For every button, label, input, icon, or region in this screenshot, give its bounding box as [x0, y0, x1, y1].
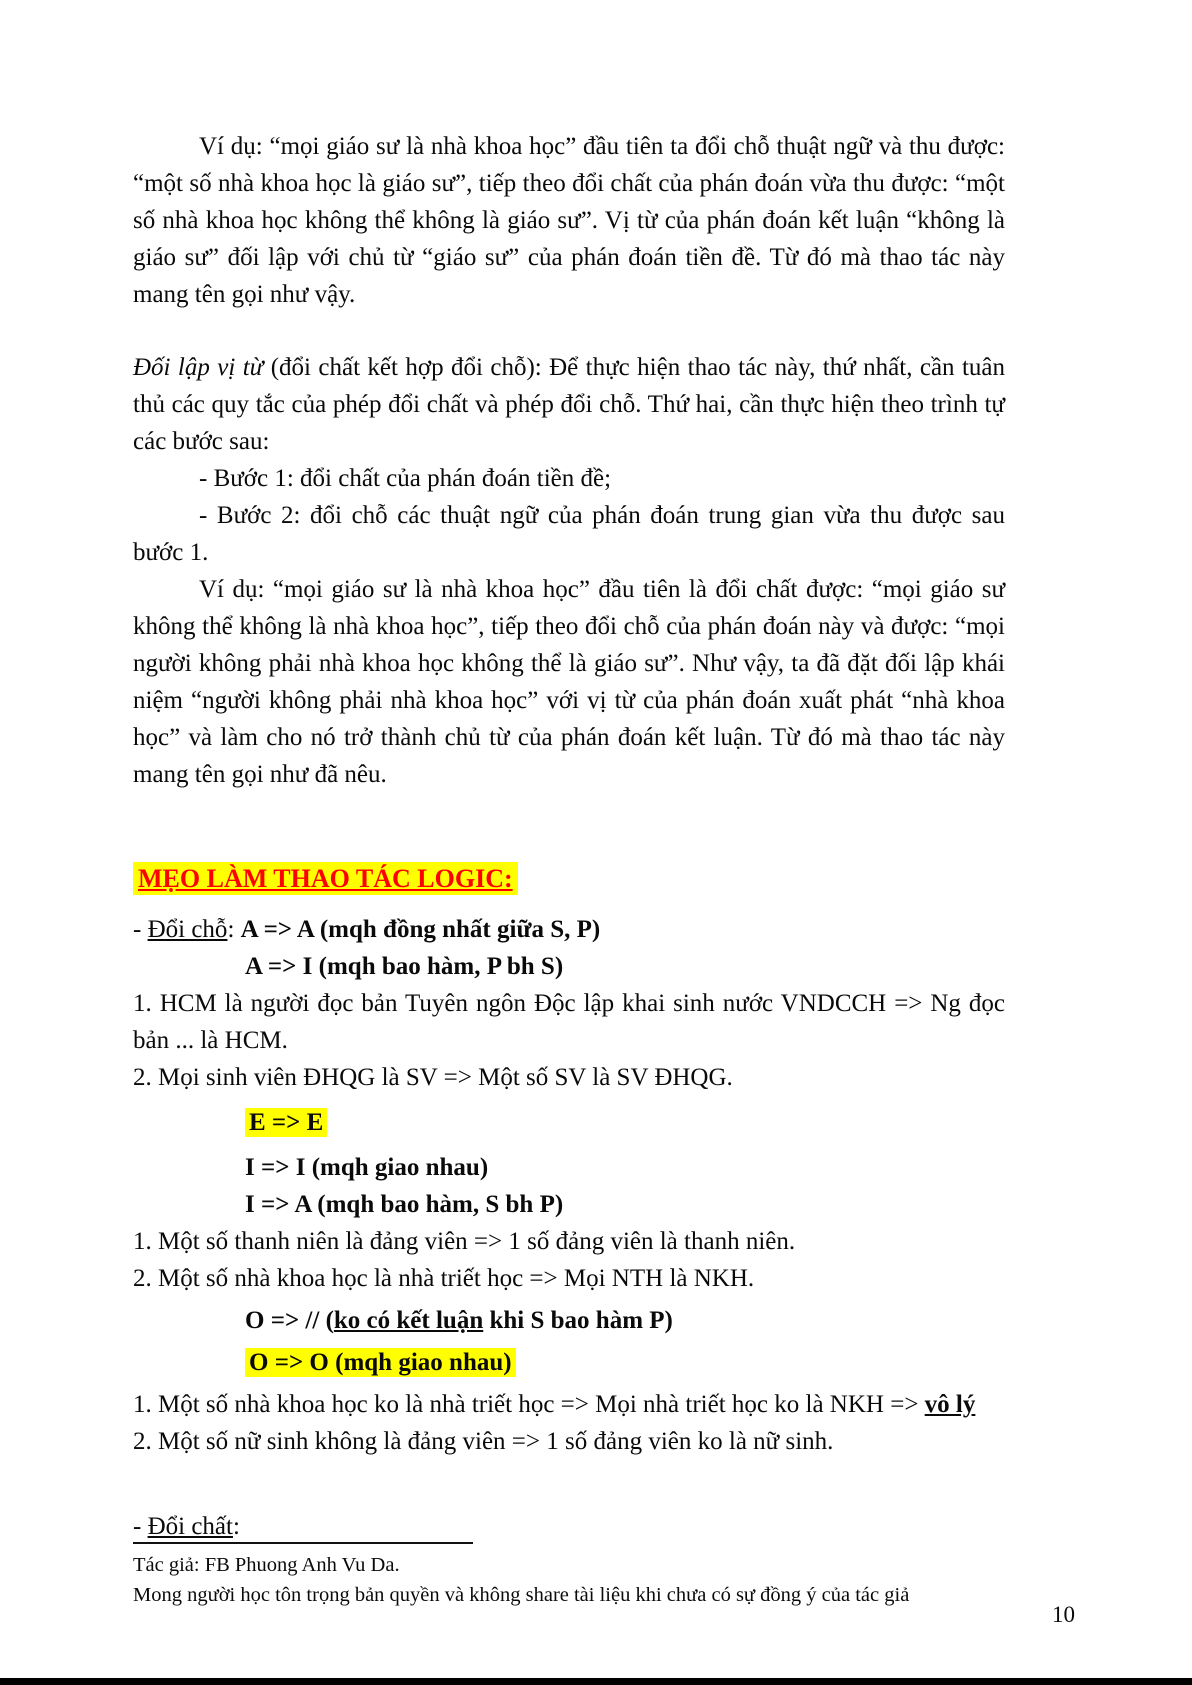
step-2-line: - Bước 2: đổi chỗ các thuật ngữ của phán đoán trung gian vừa thu được sau bước 1. — [133, 502, 1005, 566]
example-i-2: 2. Một số nhà khoa học là nhà triết học => Mọi NTH là NKH. — [133, 1265, 755, 1292]
page-number: 10 — [1052, 1602, 1075, 1627]
dash-prefix: - — [133, 1513, 148, 1540]
term-doi-lap-vi-tu: Đối lập vị từ — [133, 354, 264, 381]
term-vo-ly: vô lý — [924, 1391, 976, 1418]
rule-doi-cho-line — [133, 911, 1005, 948]
example-i-1: 1. Một số thanh niên là đảng viên => 1 số đảng viên là thanh niên. — [133, 1228, 796, 1255]
term-doi-cho: Đổi chỗ — [147, 916, 228, 943]
paragraph-doi-lap-vi-tu-rest: (đổi chất kết hợp đổi chỗ): Để thực hiện thao tác này, thứ nhất, cần tuân thủ các quy tắc của phép đổi chất và phép đổi chỗ. Thứ hai, cần thực hiện theo trình tự các bước sau: — [133, 354, 1005, 455]
rule-e-to-e-highlight: E => E — [245, 1108, 327, 1137]
page-footer — [133, 1542, 1005, 1610]
footer-copyright-line: Mong người học tôn trọng bản quyền và không share tài liệu khi chưa có sự đồng ý của tác giả — [133, 1584, 910, 1606]
rule-i-to-i: I => I (mqh giao nhau) — [245, 1154, 489, 1181]
section-heading-meo-lam-thao-tac-logic — [133, 859, 1005, 899]
paragraph-doi-lap-vi-tu — [133, 349, 1005, 460]
bottom-edge-bar — [0, 1678, 1192, 1685]
rule-e-to-e-line — [245, 1104, 1005, 1141]
rule-o-to-o-line — [245, 1344, 1005, 1381]
example-doi-cho-2: 2. Mọi sinh viên ĐHQG là SV => Một số SV là SV ĐHQG. — [133, 1064, 733, 1091]
rule-o-to-o-highlight: O => O (mqh giao nhau) — [245, 1348, 516, 1377]
heading-highlight: MẸO LÀM THAO TÁC LOGIC: — [133, 862, 518, 895]
rule-doi-chat-line — [133, 1508, 1005, 1545]
page-content — [133, 128, 1005, 1545]
example-o-2: 2. Một số nữ sinh không là đảng viên => 1 số đảng viên ko là nữ sinh. — [133, 1428, 834, 1455]
rule-i-to-a: I => A (mqh bao hàm, S bh P) — [245, 1191, 564, 1218]
rule-o-no-conclusion — [245, 1302, 1005, 1339]
paragraph-example-doi-lap: Ví dụ: “mọi giáo sư là nhà khoa học” đầu tiên là đổi chất được: “mọi giáo sư không thể không là nhà khoa học”, tiếp theo đổi chỗ của phán đoán này và được: “mọi người không phải nhà khoa học không thể là giáo sư”. Như vậy, ta đã đặt đối lập khái niệm “người không phải nhà khoa học” với vị từ của phán đoán xuất phát “nhà khoa học” và làm cho nó trở thành chủ từ của phán đoán kết luận. Từ đó mà thao tác này mang tên gọi như đã nêu. — [133, 576, 1005, 788]
footnote-separator-line — [133, 1542, 473, 1544]
example-o-1 — [133, 1386, 1005, 1423]
rule-a-to-i: A => I (mqh bao hàm, P bh S) — [245, 953, 564, 980]
colon-separator: : — [232, 1513, 240, 1540]
colon-separator: : — [227, 916, 241, 943]
step-1-line: - Bước 1: đổi chất của phán đoán tiền đề; — [199, 465, 612, 492]
rule-a-to-a: A => A (mqh đồng nhất giữa S, P) — [240, 916, 601, 943]
footer-author-line: Tác giả: FB Phuong Anh Vu Da. — [133, 1554, 400, 1576]
paragraph-example-doi-cho: Ví dụ: “mọi giáo sư là nhà khoa học” đầu tiên ta đổi chỗ thuật ngữ và thu được: “một số nhà khoa học là giáo sư”, tiếp theo đổi chất của phán đoán vừa thu được: “một số nhà khoa học không thể không là giáo sư”. Vị từ của phán đoán kết luận “không là giáo sư” đối lập với chủ từ “giáo sư” của phán đoán tiền đề. Từ đó mà thao tác này mang tên gọi như vậy. — [133, 133, 1005, 308]
term-doi-chat: Đổi chất — [147, 1513, 233, 1540]
rule-o-prefix: O => // ( — [245, 1307, 334, 1334]
dash-prefix: - — [133, 916, 148, 943]
example-o-1-text: 1. Một số nhà khoa học ko là nhà triết học => Mọi nhà triết học ko là NKH => — [133, 1391, 925, 1418]
example-doi-cho-1: 1. HCM là người đọc bản Tuyên ngôn Độc lập khai sinh nước VNDCCH => Ng đọc bản ... là HCM. — [133, 990, 1005, 1054]
rule-o-underlined-phrase: ko có kết luận — [333, 1307, 484, 1334]
rule-o-suffix: khi S bao hàm P) — [483, 1307, 673, 1334]
